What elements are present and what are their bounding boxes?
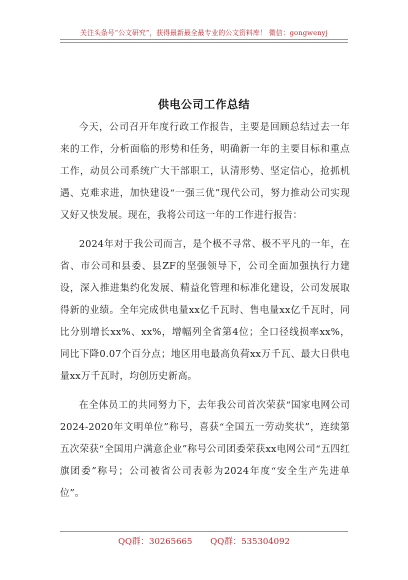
paragraph-achievements: 2024年对于我公司而言，是个极不寻常、极不平凡的一年，在省、市公司和县委、县ZF的坚强领导下，公司全面加强执行力建设，深入推进集约化发展、精益化管理和标准化建设，公司发展取得新的业绩。全年完成供电量xx亿千瓦时、售电量xx亿千瓦时，同比分别增长xx%、xx%，增幅列全省第4位；全口径线损率xx%，同比下降0.07个百分点；地区用电最高负荷xx万千瓦、最大日供电量xx万千瓦时，均创历史新高。	[60, 239, 350, 382]
footer-qq-group-1: QQ群：30265665	[118, 537, 193, 547]
header-divider-top	[60, 39, 348, 40]
header-divider-bottom	[60, 42, 348, 43]
footer-qq-group-2: QQ群：535304092	[210, 537, 290, 547]
footer-contact	[0, 535, 408, 547]
document-body	[60, 117, 350, 505]
paragraph-intro: 今天，公司召开年度行政工作报告，主要是回顾总结过去一年来的工作，分析面临的形势和任务，明确新一年的主要目标和重点工作，动员公司系统广大干部职工，认清形势、坚定信心，抢抓机遇、克难求进，加快建设“一强三优”现代公司，努力推动公司实现又好又快发展。现在，我将公司这一年的工作进行报告：	[60, 122, 350, 221]
header-promo-note: 关注头条号“公文研究”，获得最新最全最专业的公文资料库！ 微信：gongwenyj	[80, 29, 328, 37]
document-title: 供电公司工作总结	[158, 98, 250, 111]
paragraph-honors: 在全体员工的共同努力下，去年我公司首次荣获“国家电网公司2024-2020年文明单位”称号，喜获“全国五一劳动奖状”，连续第五次荣获“全国用户满意企业”称号公司团委荣获xx电网公司“五四红旗团委”称号；公司被省公司表彰为2024年度“安全生产先进单位”。	[60, 400, 350, 499]
footer-divider	[60, 531, 348, 532]
